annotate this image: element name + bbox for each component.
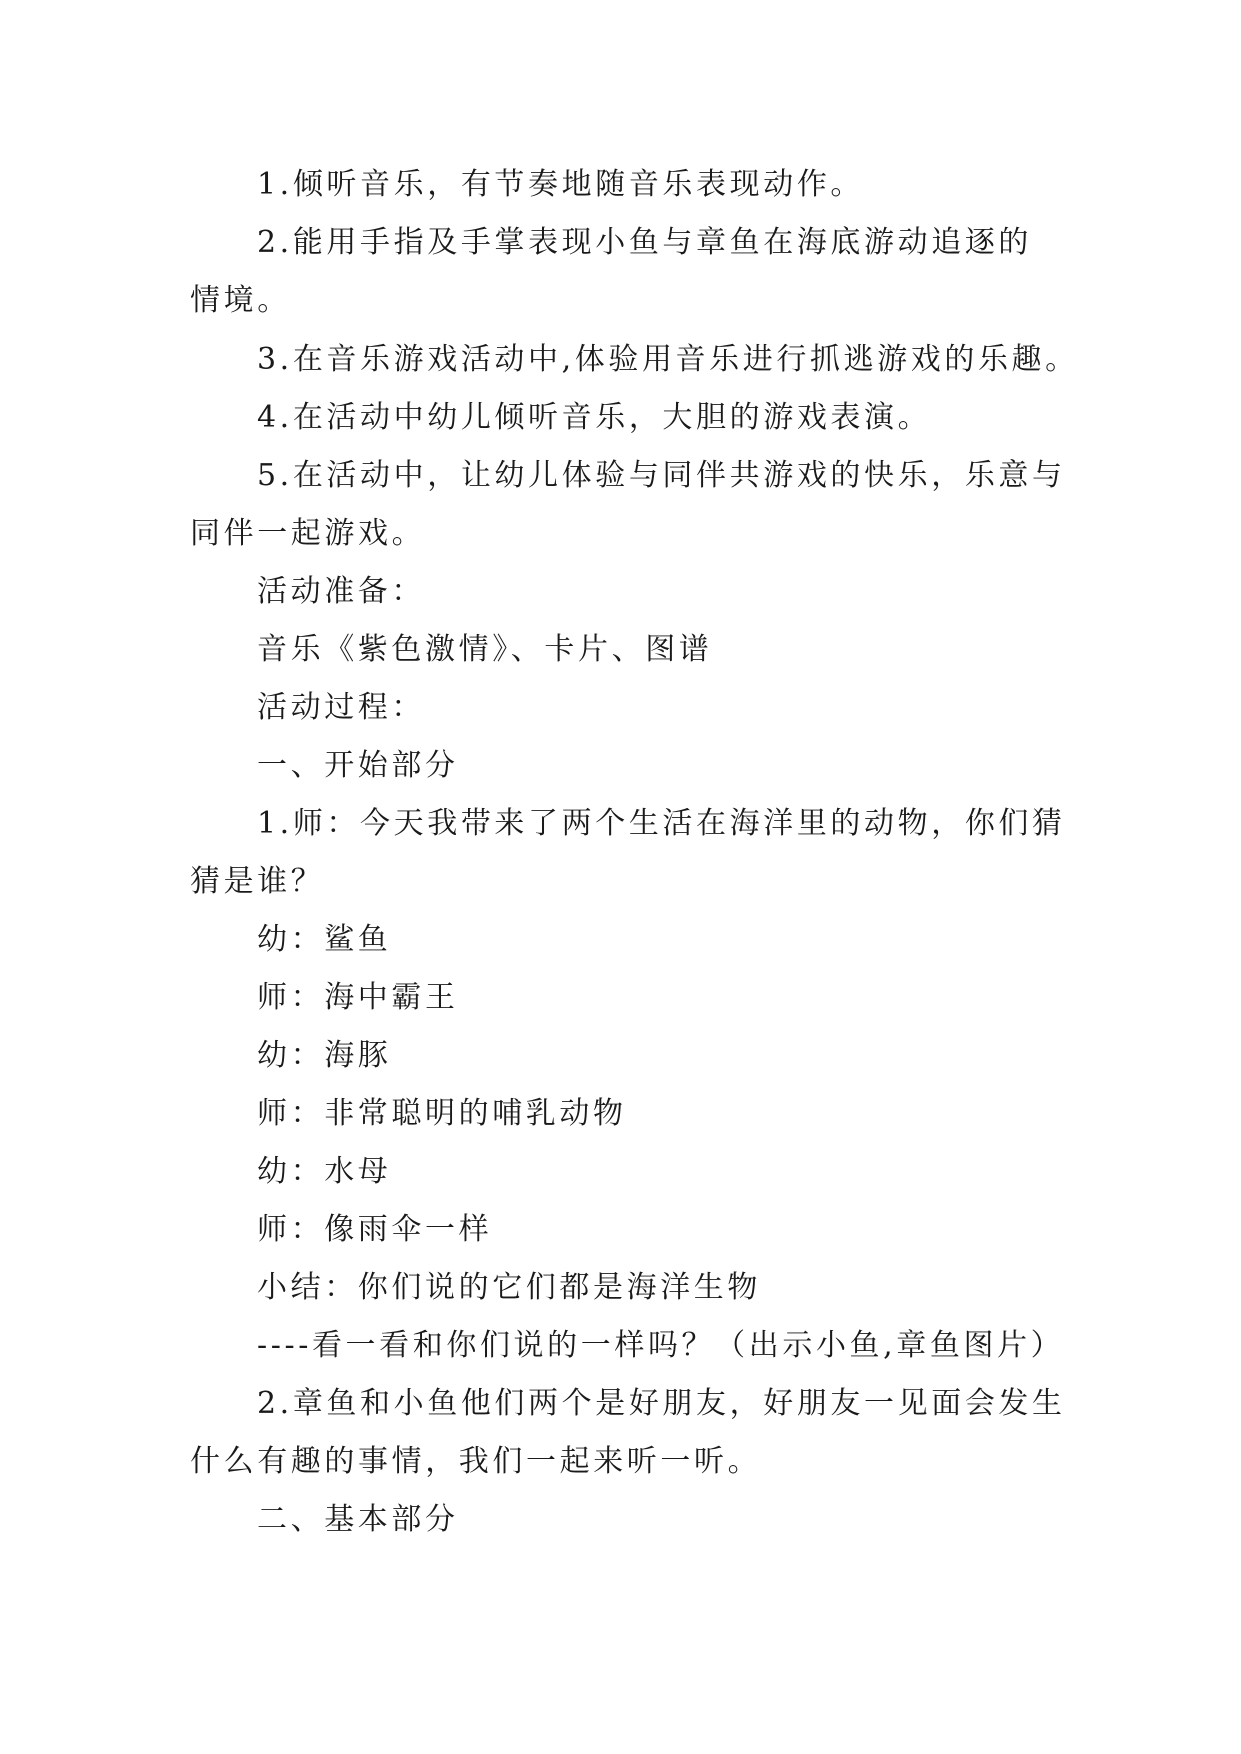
dialogue-line: 师：海中霸王 — [257, 980, 459, 1015]
preparation-content: 音乐《紫色激情》、卡片、图谱 — [257, 632, 713, 667]
preparation-heading: 活动准备： — [257, 574, 425, 609]
goal-2-line-1: 2.能用手指及手掌表现小鱼与章鱼在海底游动追逐的 — [257, 225, 1033, 260]
goal-5-line-1: 5.在活动中，让幼儿体验与同伴共游戏的快乐，乐意与 — [257, 458, 1066, 493]
process-heading: 活动过程： — [257, 690, 425, 725]
goal-3: 3.在音乐游戏活动中,体验用音乐进行抓逃游戏的乐趣。 — [257, 342, 1079, 377]
goal-4: 4.在活动中幼儿倾听音乐，大胆的游戏表演。 — [257, 400, 932, 435]
section-2-heading: 二、基本部分 — [257, 1502, 459, 1537]
dialogue-line: 幼：海豚 — [257, 1038, 392, 1073]
step-1-line-2: 猜是谁？ — [190, 864, 325, 899]
section-1-heading: 一、开始部分 — [257, 748, 459, 783]
dialogue-line: 幼：水母 — [257, 1154, 392, 1189]
goal-5-line-2: 同伴一起游戏。 — [190, 516, 426, 551]
dialogue-line: 师：像雨伞一样 — [257, 1212, 493, 1247]
goal-2-line-2: 情境。 — [190, 283, 291, 318]
show-pictures-line: ----看一看和你们说的一样吗？（出示小鱼,章鱼图片） — [257, 1328, 1065, 1363]
summary-line: 小结：你们说的它们都是海洋生物 — [257, 1270, 761, 1305]
step-1-line-1: 1.师：今天我带来了两个生活在海洋里的动物，你们猜 — [257, 806, 1066, 841]
dialogue-line: 师：非常聪明的哺乳动物 — [257, 1096, 627, 1131]
step-2-line-1: 2.章鱼和小鱼他们两个是好朋友，好朋友一见面会发生 — [257, 1386, 1066, 1421]
dialogue-line: 幼：鲨鱼 — [257, 922, 392, 957]
goal-1: 1.倾听音乐，有节奏地随音乐表现动作。 — [257, 167, 865, 202]
step-2-line-2: 什么有趣的事情，我们一起来听一听。 — [190, 1444, 762, 1479]
